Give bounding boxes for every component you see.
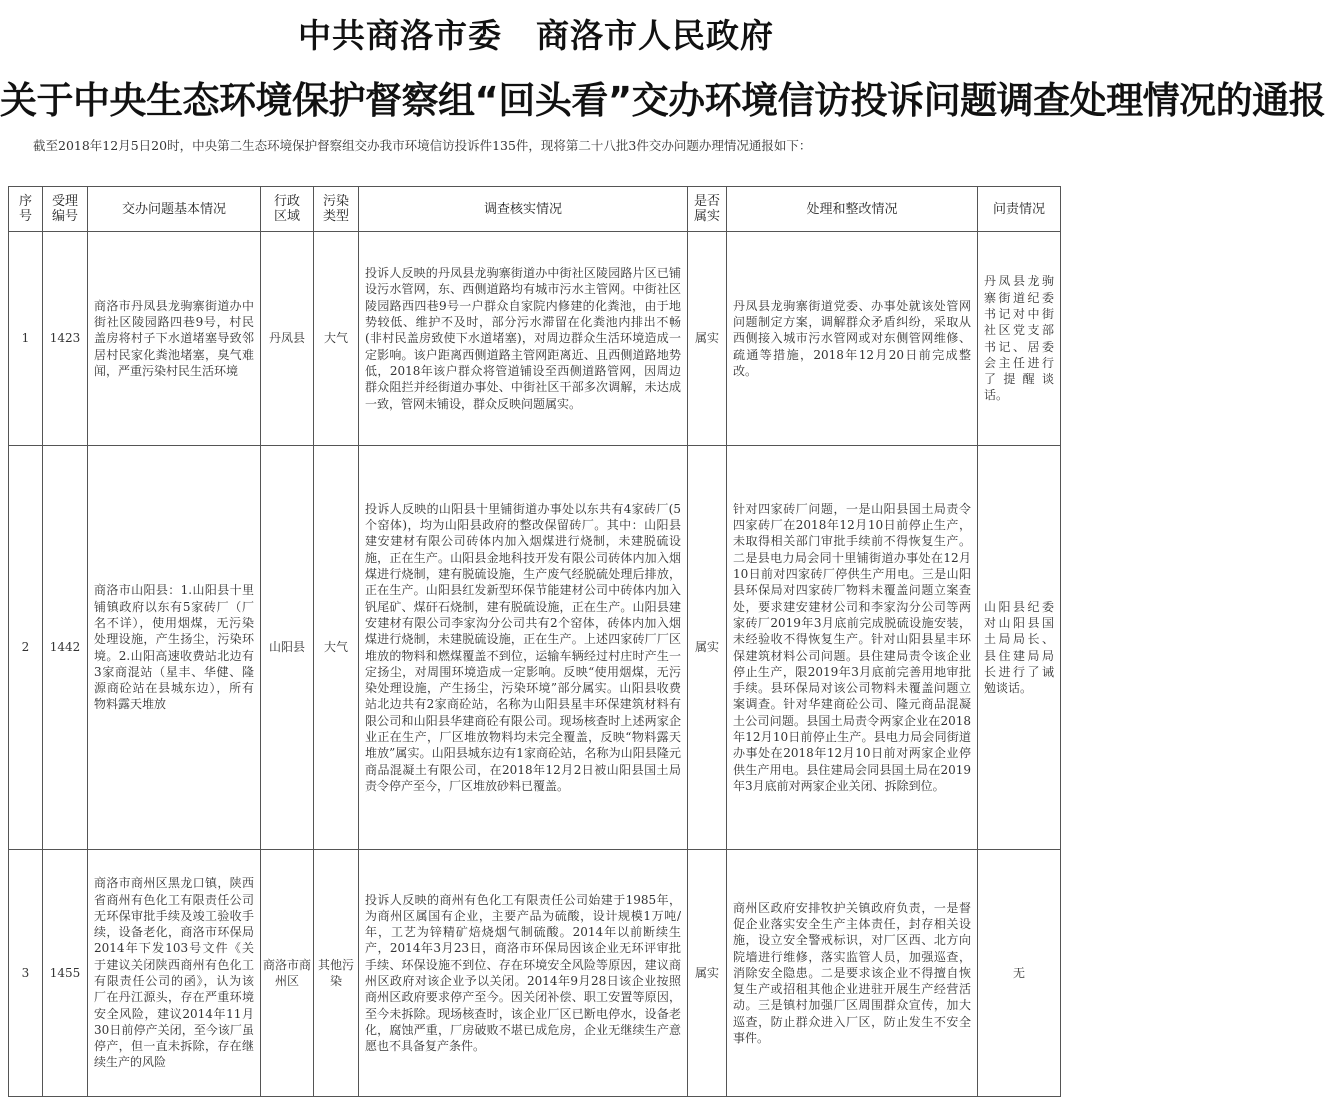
title-line-2: 关于中央生态环境保护督察组“回头看”交办环境信访投诉问题调查处理情况的通报 (0, 79, 1325, 122)
cell-accountability: 山阳县纪委对山阳县国土局局长、县住建局局长进行了诫勉谈话。 (978, 446, 1061, 850)
cell-accountability: 无 (978, 850, 1061, 1097)
cell-seq: 3 (9, 850, 43, 1097)
title-line-1: 中共商洛市委 商洛市人民政府 (298, 16, 774, 55)
cell-seq: 1 (9, 232, 43, 446)
cell-region: 山阳县 (261, 446, 314, 850)
column-header-pollution: 污染类型 (314, 187, 359, 232)
cell-case-no: 1423 (43, 232, 88, 446)
intro-paragraph: 截至2018年12月5日20时，中央第二生态环境保护督察组交办我市环境信访投诉件135件，现将第二十八批3件交办问题办理情况通报如下： (33, 138, 812, 153)
case-table (8, 186, 1061, 1097)
cell-problem: 商洛市丹凤县龙驹寨街道办中街社区陵园路四巷9号，村民盖房将村子下水道堵塞导致邻居村民家化粪池堵塞，臭气难闻，严重污染村民生活环境 (88, 232, 261, 446)
cell-pollution: 其他污染 (314, 850, 359, 1097)
column-header-investigation: 调查核实情况 (359, 187, 688, 232)
cell-pollution: 大气 (314, 232, 359, 446)
cell-investigation: 投诉人反映的山阳县十里铺街道办事处以东共有4家砖厂(5个窑体)，均为山阳县政府的整改保留砖厂。其中：山阳县建安建材有限公司砖体内加入烟煤进行烧制，未建脱硫设施，正在生产。山阳县金地科技开发有限公司砖体内加入烟煤进行烧制，建有脱硫设施，生产废气经脱硫处理后排放，正在生产。山阳县红发新型环保节能建材公司中砖体内加入钒尾矿、煤矸石烧制，建有脱硫设施，正在生产。山阳县建安建材有限公司李家沟分公司共有2个窑体，砖体内加入烟煤进行烧制，未建脱硫设施，正在生产。上述四家砖厂厂区堆放的物料和燃煤覆盖不到位，运输车辆经过村庄时产生一定扬尘，对周围环境造成一定影响。反映“使用烟煤，无污染处理设施，产生扬尘，污染环境”部分属实。山阳县收费站北边共有2家商砼站，名称为山阳县星丰环保建筑材料有限公司和山阳县华建商砼有限公司。现场核查时上述两家企业正在生产，厂区堆放物料均未完全覆盖，反映“物料露天堆放”属实。山阳县城东边有1家商砼站，名称为山阳县隆元商品混凝土有限公司，在2018年12月2日被山阳县国土局责令停产至今，厂区堆放砂料已覆盖。 (359, 446, 688, 850)
cell-handling: 针对四家砖厂问题，一是山阳县国土局责令四家砖厂在2018年12月10日前停止生产，未取得相关部门审批手续前不得恢复生产。二是县电力局会同十里铺街道办事处在12月10日前对四家砖厂停供生产用电。三是山阳县环保局对四家砖厂物料未覆盖问题立案查处，要求建安建材公司和李家沟分公司等两家砖厂2019年3月底前完成脱硫设施安装，未经验收不得恢复生产。针对山阳县星丰环保建筑材料公司问题。县住建局责令该企业停止生产，限2019年3月底前完善用地审批手续。县环保局对该公司物料未覆盖问题立案调查。针对华建商砼公司、隆元商品混凝土公司问题。县国土局责令两家企业在2018年12月10日前停止生产。县电力局会同街道办事处在2018年12月10日前对两家企业停供生产用电。县住建局会同县国土局在2019年3月底前对两家企业关闭、拆除到位。 (727, 446, 978, 850)
column-header-accountability: 问责情况 (978, 187, 1061, 232)
cell-handling: 商州区政府安排牧护关镇政府负责，一是督促企业落实安全生产主体责任，封存相关设施，设立安全警戒标识，对厂区西、北方向院墙进行维修，落实监管人员，加强巡查，消除安全隐患。二是要求该企业不得擅自恢复生产或招租其他企业进驻开展生产经营活动。三是镇村加强厂区周围群众宣传，加大巡查，防止群众进入厂区，防止发生不安全事件。 (727, 850, 978, 1097)
cell-handling: 丹凤县龙驹寨街道党委、办事处就该处管网问题制定方案，调解群众矛盾纠纷，采取从西侧接入城市污水管网或对东侧管网维修、疏通等措施，2018年12月20日前完成整改。 (727, 232, 978, 446)
cell-problem: 商洛市山阳县：1.山阳县十里铺镇政府以东有5家砖厂（厂名不详），使用烟煤，无污染处理设施，产生扬尘，污染环境。2.山阳高速收费站北边有3家商混站（星丰、华健、隆源商砼站在县城东边），所有物料露天堆放 (88, 446, 261, 850)
column-header-verified: 是否属实 (688, 187, 727, 232)
table-row (9, 850, 1061, 1097)
cell-verified: 属实 (688, 850, 727, 1097)
column-header-handling: 处理和整改情况 (727, 187, 978, 232)
column-header-case-no: 受理编号 (43, 187, 88, 232)
table-row (9, 446, 1061, 850)
table-header-row (9, 187, 1061, 232)
cell-region: 丹凤县 (261, 232, 314, 446)
table-row (9, 232, 1061, 446)
cell-seq: 2 (9, 446, 43, 850)
cell-case-no: 1442 (43, 446, 88, 850)
cell-region: 商洛市商州区 (261, 850, 314, 1097)
cell-verified: 属实 (688, 446, 727, 850)
cell-accountability: 丹凤县龙驹寨街道纪委书记对中街社区党支部书记、居委会主任进行了提醒谈话。 (978, 232, 1061, 446)
column-header-seq: 序号 (9, 187, 43, 232)
cell-pollution: 大气 (314, 446, 359, 850)
cell-verified: 属实 (688, 232, 727, 446)
cell-investigation: 投诉人反映的丹凤县龙驹寨街道办中街社区陵园路片区已铺设污水管网，东、西侧道路均有城市污水主管网。中街社区陵园路西四巷9号一户群众自家院内修建的化粪池，由于地势较低、维护不及时，部分污水滞留在化粪池内排出不畅(非村民盖房致使下水道堵塞)，对周边群众生活环境造成一定影响。该户距离西侧道路主管网距离近、且西侧道路地势低，2018年该户群众将管道铺设至西侧道路管网，因周边群众阻拦并经街道办事处、中街社区干部多次调解，未达成一致，管网未铺设，群众反映问题属实。 (359, 232, 688, 446)
cell-problem: 商洛市商州区黑龙口镇，陕西省商州有色化工有限责任公司无环保审批手续及竣工验收手续，设备老化，商洛市环保局2014年下发103号文件《关于建议关闭陕西商州有色化工有限责任公司的函》，认为该厂在丹江源头，存在严重环境安全风险，建议2014年11月30日前停产关闭，至今该厂虽停产，但一直未拆除，存在继续生产的风险 (88, 850, 261, 1097)
cell-case-no: 1455 (43, 850, 88, 1097)
cell-investigation: 投诉人反映的商州有色化工有限责任公司始建于1985年，为商州区属国有企业，主要产品为硫酸，设计规模1万吨/年，工艺为锌精矿焙烧烟气制硫酸。2014年以前断续生产，2014年3月23日，商洛市环保局因该企业无环评审批手续、环保设施不到位、存在环境安全风险等原因，建议商州区政府对该企业予以关闭。2014年9月28日该企业按照商州区政府要求停产至今。因关闭补偿、职工安置等原因，至今未拆除。现场核查时，该企业厂区已断电停水，设备老化，腐蚀严重，厂房破败不堪已成危房，企业无继续生产意愿也不具备复产条件。 (359, 850, 688, 1097)
column-header-region: 行政区域 (261, 187, 314, 232)
column-header-problem: 交办问题基本情况 (88, 187, 261, 232)
